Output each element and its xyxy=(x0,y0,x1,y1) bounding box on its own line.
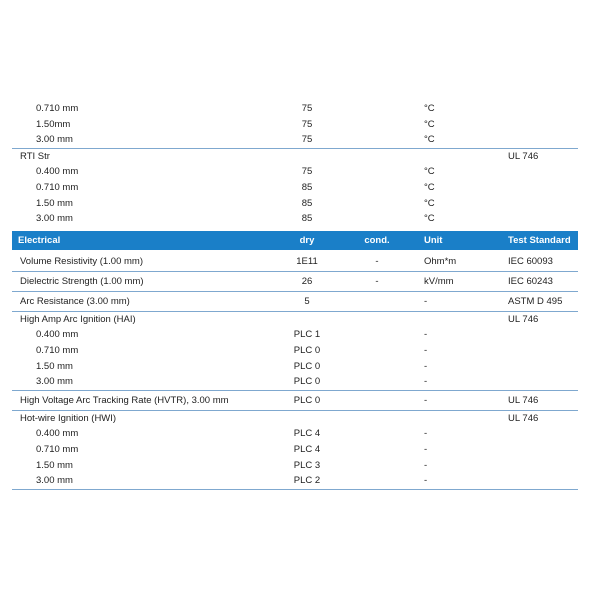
table-row xyxy=(12,442,578,458)
row-dry-value: PLC 0 xyxy=(293,376,321,388)
row-cond-value: - xyxy=(375,255,379,267)
row-name: 0.400 mm xyxy=(36,428,79,440)
row-dry-value: 75 xyxy=(301,103,313,114)
row-dry-value: 5 xyxy=(304,295,310,307)
table-row xyxy=(12,374,578,391)
row-dry-value: PLC 2 xyxy=(293,475,321,487)
row-name: Volume Resistivity (1.00 mm) xyxy=(20,255,144,267)
table-row xyxy=(12,292,578,312)
test-standard: UL 746 xyxy=(508,412,539,424)
header-cond: cond. xyxy=(364,234,390,246)
row-dry-value: 75 xyxy=(301,134,313,146)
row-unit: °C xyxy=(424,118,435,130)
hwi-group xyxy=(12,411,578,490)
row-name: High Voltage Arc Tracking Rate (HVTR), 3.00 mm xyxy=(20,394,229,406)
row-dry-value: 75 xyxy=(301,166,313,178)
row-unit: - xyxy=(424,329,428,341)
row-dry-value: PLC 1 xyxy=(293,329,321,341)
row-unit: °C xyxy=(424,181,435,193)
table-row xyxy=(12,117,578,133)
row-dry-value: 85 xyxy=(301,181,313,193)
row-dry-value: PLC 0 xyxy=(293,360,321,372)
row-unit: - xyxy=(424,428,428,440)
table-row xyxy=(12,272,578,292)
table-row xyxy=(12,359,578,375)
table-row xyxy=(12,132,578,149)
row-dry-value: PLC 4 xyxy=(293,443,321,455)
row-dry-value: PLC 0 xyxy=(293,394,321,406)
table-row xyxy=(12,343,578,359)
table-row xyxy=(12,391,578,411)
row-unit: °C xyxy=(424,103,435,114)
row-dry-value: PLC 4 xyxy=(293,428,321,440)
row-dry-value: PLC 3 xyxy=(293,459,321,471)
table-row xyxy=(12,180,578,196)
group-title: High Amp Arc Ignition (HAI) xyxy=(20,313,136,325)
table-row xyxy=(12,327,578,343)
row-name: 3.00 mm xyxy=(36,475,73,487)
row-name: 0.710 mm xyxy=(36,344,79,356)
row-unit: - xyxy=(424,360,428,372)
row-unit: Ohm*m xyxy=(424,255,457,267)
row-unit: - xyxy=(424,295,428,307)
row-name: 1.50 mm xyxy=(36,459,73,471)
row-dry-value: 85 xyxy=(301,213,313,225)
test-standard: IEC 60243 xyxy=(508,275,553,287)
header-dry: dry xyxy=(299,234,315,246)
table-row xyxy=(12,458,578,474)
row-cond-value: - xyxy=(375,275,379,287)
test-standard: UL 746 xyxy=(508,313,539,325)
group-title-row xyxy=(12,411,578,427)
group-title-row xyxy=(12,149,578,165)
section-title: Electrical xyxy=(18,234,61,246)
row-unit: - xyxy=(424,394,428,406)
table-row xyxy=(12,473,578,490)
row-unit: °C xyxy=(424,197,435,209)
row-name: 0.710 mm xyxy=(36,443,79,455)
row-name: 3.00 mm xyxy=(36,134,73,146)
row-name: 0.400 mm xyxy=(36,166,79,178)
row-unit: - xyxy=(424,475,428,487)
table-row xyxy=(12,164,578,180)
table-row xyxy=(12,101,578,117)
electrical-section-header xyxy=(12,231,578,250)
row-unit: °C xyxy=(424,213,435,225)
row-dry-value: 26 xyxy=(301,275,313,287)
row-name: 0.400 mm xyxy=(36,329,79,341)
row-unit: - xyxy=(424,443,428,455)
group-title-row xyxy=(12,312,578,328)
row-name: 0.710 mm xyxy=(36,103,79,114)
table-row xyxy=(12,211,578,227)
table-row xyxy=(12,196,578,212)
row-dry-value: 85 xyxy=(301,197,313,209)
group-title: RTI Str xyxy=(20,150,50,162)
row-name: 3.00 mm xyxy=(36,376,73,388)
row-dry-value: PLC 0 xyxy=(293,344,321,356)
header-unit: Unit xyxy=(424,234,443,246)
row-unit: °C xyxy=(424,166,435,178)
table-row xyxy=(12,252,578,272)
datasheet-table xyxy=(12,101,578,490)
row-dry-value: 1E11 xyxy=(296,255,318,267)
rti-str-group xyxy=(12,149,578,227)
row-unit: - xyxy=(424,344,428,356)
row-name: 3.00 mm xyxy=(36,213,73,225)
hai-group xyxy=(12,312,578,391)
test-standard: UL 746 xyxy=(508,150,539,162)
test-standard: ASTM D 495 xyxy=(508,295,563,307)
row-unit: kV/mm xyxy=(424,275,454,287)
header-test-standard: Test Standard xyxy=(508,234,571,246)
row-name: 1.50mm xyxy=(36,118,71,130)
group-title: Hot-wire Ignition (HWI) xyxy=(20,412,117,424)
row-unit: °C xyxy=(424,134,435,146)
row-unit: - xyxy=(424,459,428,471)
row-name: 1.50 mm xyxy=(36,360,73,372)
test-standard: UL 746 xyxy=(508,394,539,406)
thermal-continuation-group xyxy=(12,101,578,149)
row-dry-value: 75 xyxy=(301,118,313,130)
test-standard: IEC 60093 xyxy=(508,255,553,267)
row-name: 1.50 mm xyxy=(36,197,73,209)
row-name: 0.710 mm xyxy=(36,181,79,193)
row-name: Arc Resistance (3.00 mm) xyxy=(20,295,130,307)
row-name: Dielectric Strength (1.00 mm) xyxy=(20,275,144,287)
row-unit: - xyxy=(424,376,428,388)
table-row xyxy=(12,426,578,442)
